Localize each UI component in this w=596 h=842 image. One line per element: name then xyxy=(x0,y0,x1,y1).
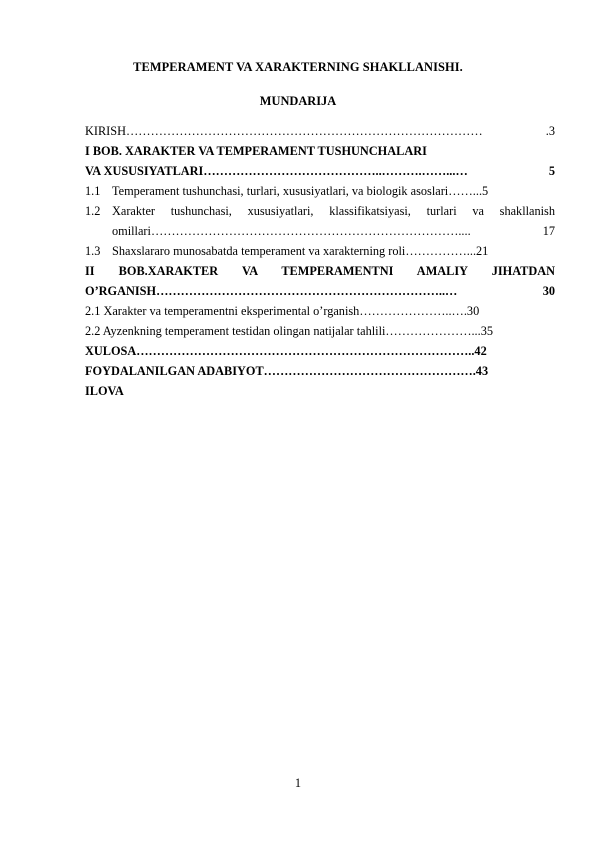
toc-entry-1-1 xyxy=(85,181,555,201)
toc-entry-xulosa xyxy=(85,341,555,361)
toc-entry-label: Shaxslararo munosabatda temperament va xarakterning roli xyxy=(112,244,406,258)
toc-entry-1-2 xyxy=(85,201,555,221)
toc-entry-label: 2.1 Xarakter va temperamentni eksperimental o’rganish xyxy=(85,304,360,318)
toc-leader-dots: ……………………………………………. xyxy=(263,364,476,378)
toc-entry-label: II BOB.XARAKTER VA TEMPERAMENTNI AMALIY JIHATDAN xyxy=(85,264,555,278)
toc-entry-adabiyot xyxy=(85,361,555,381)
toc-leader-dots: …………………………………………………………………………… xyxy=(126,124,483,138)
toc-entry-label: O’RGANISH xyxy=(85,284,157,298)
toc-entry-label: KIRISH xyxy=(85,124,126,138)
toc-page-number: 17 xyxy=(542,224,555,238)
toc-chapter-1-title-cont xyxy=(85,161,555,181)
toc-page-number: 5 xyxy=(482,184,489,198)
toc-leader-dots: ………………….. xyxy=(385,324,478,338)
toc-page-number: 5 xyxy=(548,164,555,178)
toc-entry-label: omillari xyxy=(112,224,151,238)
toc-entry-label: Temperament tushunchasi, turlari, xususiyatlari, va biologik asoslari xyxy=(112,184,449,198)
toc-entry-label: VA XUSUSIYATLARI xyxy=(85,164,204,178)
toc-page-number: 21 xyxy=(476,244,489,258)
toc-leader-dots: ……... xyxy=(448,184,483,198)
toc-leader-dots: …………………..…. xyxy=(359,304,467,318)
toc-entry-2-2 xyxy=(85,321,555,341)
toc-entry-kirish xyxy=(85,121,555,141)
toc-page-number: .3 xyxy=(545,124,555,138)
toc-entry-1-2-cont xyxy=(85,221,555,241)
toc-heading: MUNDARIJA xyxy=(259,94,337,108)
toc-entry-ilova: ILOVA xyxy=(85,384,124,398)
toc-leader-dots: ……………………………………………………………..… xyxy=(156,284,458,298)
table-of-contents xyxy=(85,121,555,401)
toc-entry-label: FOYDALANILGAN ADABIYOT xyxy=(85,364,264,378)
toc-leader-dots: ………………………………………………………………….... xyxy=(150,224,471,238)
toc-chapter-2-title xyxy=(85,261,555,281)
toc-chapter-2-title-cont xyxy=(85,281,555,301)
toc-page-number: 43 xyxy=(475,364,489,378)
toc-page-number: 30 xyxy=(466,304,480,318)
toc-entry-number: 1.2 xyxy=(85,204,101,218)
toc-entry-2-1 xyxy=(85,301,555,321)
toc-entry-label: Xarakter tushunchasi, xususiyatlari, klassifikatsiyasi, turlari va shakllanish xyxy=(112,204,555,218)
toc-entry-1-3 xyxy=(85,241,555,261)
toc-page-number: 42 xyxy=(474,344,487,358)
toc-entry-label: XULOSA xyxy=(85,344,137,358)
toc-entry-number: 1.3 xyxy=(85,244,101,258)
toc-chapter-1-title: I BOB. XARAKTER VA TEMPERAMENT TUSHUNCHALARI xyxy=(85,144,427,158)
toc-leader-dots: ……………………………………..……….……...… xyxy=(203,164,468,178)
toc-page-number: 30 xyxy=(542,284,555,298)
toc-entry-number: 1.1 xyxy=(85,184,101,198)
toc-leader-dots: ……………………………………………………………………….. xyxy=(136,344,475,358)
toc-entry-label: 2.2 Ayzenkning temperament testidan olingan natijalar tahlili xyxy=(85,324,386,338)
document-title: TEMPERAMENT VA XARAKTERNING SHAKLLANISHI. xyxy=(133,60,463,74)
page-number: 1 xyxy=(294,776,302,790)
toc-page-number: .35 xyxy=(477,324,494,338)
toc-leader-dots: ……………... xyxy=(405,244,477,258)
